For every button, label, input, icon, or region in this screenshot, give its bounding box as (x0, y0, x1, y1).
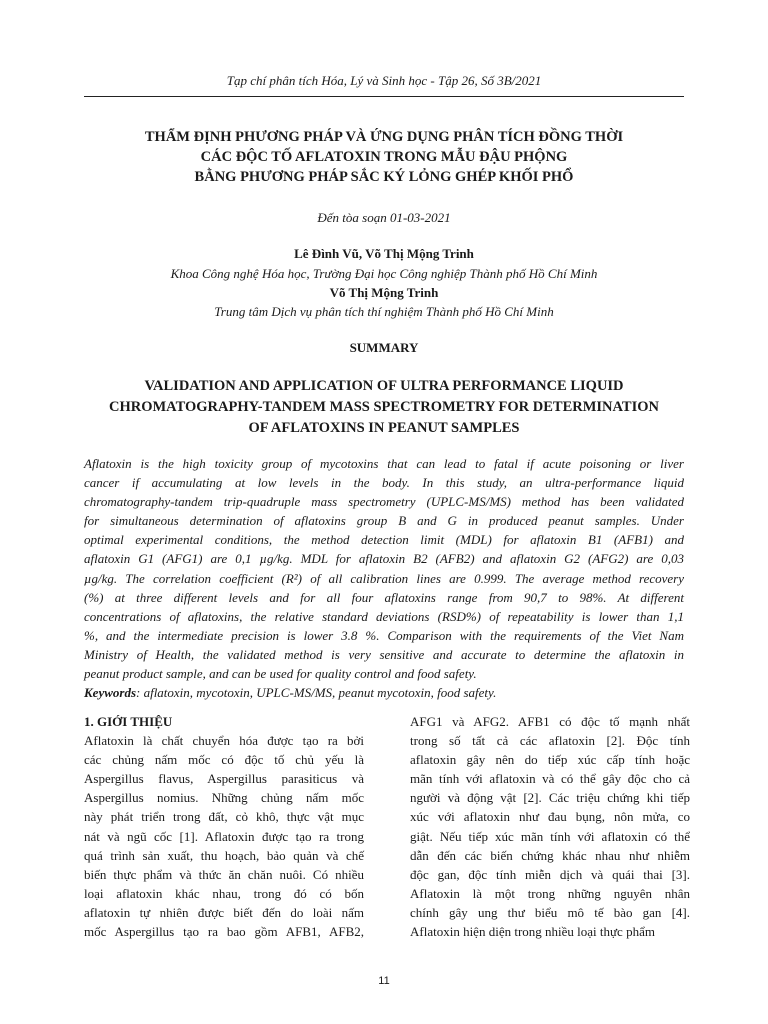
header-rule (84, 96, 684, 97)
section-heading: 1. GIỚI THIỆU (84, 714, 173, 729)
body-line: mãn tính với aflatoxin và có thể gây độc cho cả (410, 771, 690, 787)
authors-primary: Lê Đình Vũ, Võ Thị Mộng Trinh (294, 246, 474, 261)
abstract-line: cancer if accumulating at low levels in the body. In this study, an ultra-performance liquid (84, 475, 684, 491)
title-vi-line: THẨM ĐỊNH PHƯƠNG PHÁP VÀ ỨNG DỤNG PHÂN TÍCH ĐỒNG THỜI (144, 129, 624, 145)
title-vi-line: BẰNG PHƯƠNG PHÁP SẮC KÝ LỎNG GHÉP KHỐI PHỔ (194, 169, 574, 185)
right-column (410, 712, 690, 941)
affiliation-primary: Khoa Công nghệ Hóa học, Trường Đại học Công nghiệp Thành phố Hồ Chí Minh (170, 266, 598, 281)
body-line: dẫn đến các biến chứng khác nhau như nhiễm (410, 847, 690, 863)
left-column (84, 712, 364, 941)
keywords (84, 683, 684, 702)
body-line: giật. Nếu tiếp xúc mãn tính với aflatoxin có thể (410, 828, 690, 844)
abstract (84, 454, 684, 702)
body-line: trong số tất cả các aflatoxin [2]. Độc tính (410, 733, 690, 749)
body-line: Aflatoxin là chất chuyển hóa được tạo ra bởi (84, 733, 364, 749)
body-line: quá trình sản xuất, thu hoạch, bảo quản và chế (84, 847, 364, 863)
abstract-line: optimal experimental conditions, the method detection limit (MDL) for aflatoxin B1 (AFB1) and (84, 532, 684, 548)
abstract-line: (%) at three different levels and for all four aflatoxins range from 90,7 to 98%. At different (84, 589, 684, 605)
abstract-line: aflatoxin G1 (AFG1) are 0,1 µg/kg. MDL for aflatoxin B2 (AFB2) and aflatoxin G2 (AFG2) are 0,03 (84, 551, 684, 567)
body-line: này phát triển trong đất, cỏ khô, thực vật mục (84, 809, 364, 825)
abstract-line: Ministry of Health, the validated method is very sensitive and accurate to determine the aflatoxin in (84, 646, 684, 662)
body-line: AFG1 và AFG2. AFB1 có độc tố mạnh nhất (410, 714, 690, 729)
title-vietnamese (84, 127, 684, 187)
abstract-line: peanut product sample, and can be used for quality control and food safety. (84, 666, 477, 682)
abstract-line: concentrations of aflatoxins, the relative standard deviations (RSD%) of repeatability is lower than 1,1 (84, 608, 684, 624)
authors-secondary: Võ Thị Mộng Trinh (329, 285, 439, 300)
body-line: Aflatoxin là một trong những nguyên nhân (410, 885, 690, 901)
page-number: 11 (378, 975, 390, 987)
body-line: loại aflatoxin khác nhau, trong đó có bốn (84, 885, 364, 901)
running-head: Tạp chí phân tích Hóa, Lý và Sinh học - Tập 26, Số 3B/2021 (226, 73, 542, 88)
keywords-text: : aflatoxin, mycotoxin, UPLC-MS/MS, peanut mycotoxin, food safety. (136, 685, 497, 701)
body-line: Aspergillus flavus, Aspergillus parasiticus và (84, 771, 364, 787)
abstract-line: Aflatoxin is the high toxicity group of mycotoxins that can lead to fatal if acute poisoning or liver (84, 456, 684, 471)
title-en-line: CHROMATOGRAPHY-TANDEM MASS SPECTROMETRY FOR DETERMINATION (109, 399, 659, 415)
title-vi-line: CÁC ĐỘC TỐ AFLATOXIN TRONG MẪU ĐẬU PHỘNG (200, 149, 568, 165)
keywords-label: Keywords (84, 685, 136, 701)
body-line: các chủng nấm mốc có độc tố chủ yếu là (84, 752, 364, 768)
body-line: người và động vật [2]. Các triệu chứng khi tiếp (410, 790, 690, 806)
title-en-line: OF AFLATOXINS IN PEANUT SAMPLES (248, 420, 520, 436)
body-line: mốc Aspergillus tạo ra bao gồm AFB1, AFB2, (84, 924, 364, 940)
summary-heading: SUMMARY (349, 340, 419, 355)
title-english (84, 376, 684, 439)
body-line: biến thực phẩm và thức ăn chăn nuôi. Có nhiều (84, 866, 364, 882)
body-line: chính gây ung thư biểu mô tế bào gan [4]. (410, 904, 690, 920)
title-en-line: VALIDATION AND APPLICATION OF ULTRA PERFORMANCE LIQUID (144, 378, 624, 394)
body-line: aflatoxin tự nhiên được biết đến do loài nấm (84, 904, 364, 920)
abstract-line: %, and the intermediate precision is lower 3.8 %. Comparison with the requirements of the Viet Nam (84, 627, 684, 643)
received-date: Đến tòa soạn 01-03-2021 (317, 210, 451, 225)
abstract-line: for simultaneous determination of aflatoxins group B and G in produced peanut samples. Under (84, 513, 684, 529)
body-line: độc gan, độc tính miễn dịch và quái thai [3]. (410, 866, 690, 882)
body-line: aflatoxin gây nên do tiếp xúc cấp tính hoặc (410, 752, 690, 768)
body-line: nát và ngũ cốc [1]. Aflatoxin được tạo ra trong (84, 828, 364, 844)
abstract-line: µg/kg. The correlation coefficient (R²) of all calibration lines are 0.999. The average method recovery (84, 570, 684, 586)
body-line: xúc với aflatoxin như đau bụng, nôn mửa, co (410, 809, 690, 825)
body-line: Aspergillus nomius. Những chủng nấm mốc (84, 790, 364, 806)
affiliation-secondary: Trung tâm Dịch vụ phân tích thí nghiệm Thành phố Hồ Chí Minh (214, 304, 554, 319)
abstract-line: chromatography-tandem trip-quadruple mass spectrometry (UPLC-MS/MS) method has been validated (84, 494, 684, 510)
body-line: Aflatoxin hiện diện trong nhiều loại thực phẩm (410, 924, 655, 940)
